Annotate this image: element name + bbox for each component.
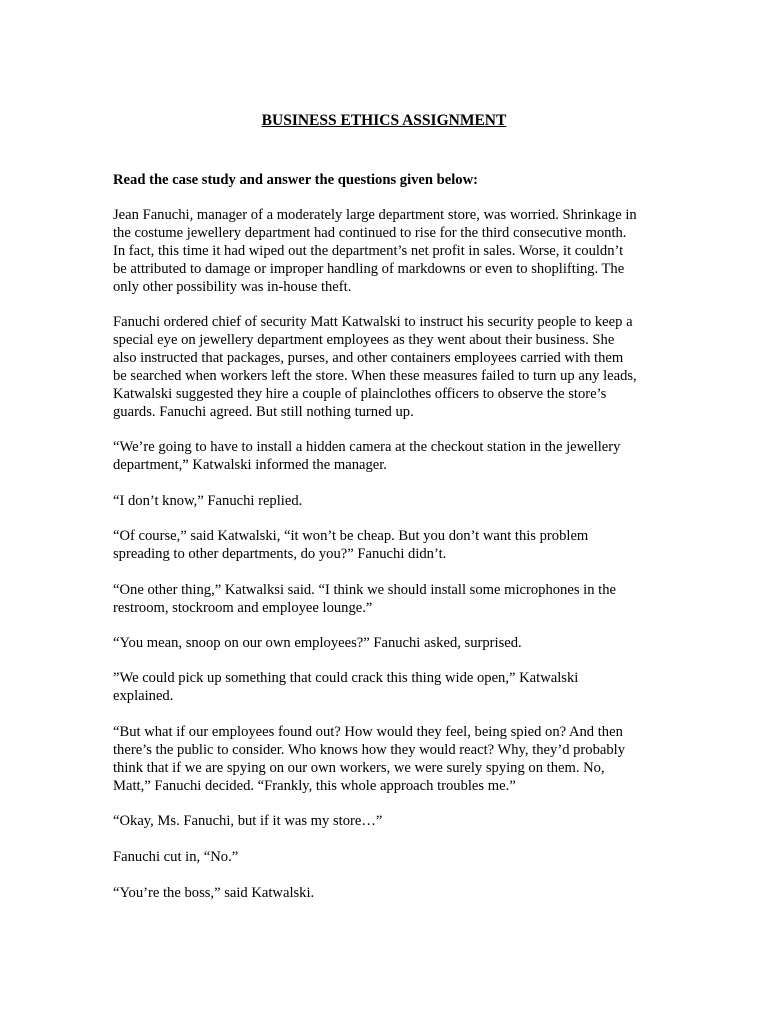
text-line: “But what if our employees found out? How would they feel, being spied on? And then <box>113 724 623 740</box>
text-line: be attributed to damage or improper handling of markdowns or even to shoplifting. The <box>113 261 625 277</box>
text-line: “I don’t know,” Fanuchi replied. <box>113 493 303 509</box>
text-line: only other possibility was in-house theft. <box>113 279 352 295</box>
text-line: special eye on jewellery department employees as they went about their business. She <box>113 332 615 348</box>
text-line: department,” Katwalski informed the manager. <box>113 457 387 473</box>
text-line: In fact, this time it had wiped out the department’s net profit in sales. Worse, it couldn’t <box>113 243 624 259</box>
text-line: “Okay, Ms. Fanuchi, but if it was my store…” <box>113 813 383 829</box>
text-line: also instructed that packages, purses, and other containers employees carried with them <box>113 350 624 366</box>
text-line: restroom, stockroom and employee lounge.” <box>113 600 373 616</box>
paragraph-hidden-camera <box>113 438 620 474</box>
text-line: think that if we are spying on our own workers, we were surely spying on them. No, <box>113 760 605 776</box>
paragraph-security-measures <box>113 313 637 421</box>
paragraph-of-course <box>113 527 588 563</box>
document-title: BUSINESS ETHICS ASSIGNMENT <box>261 112 507 129</box>
text-line: “We’re going to have to install a hidden camera at the checkout station in the jewellery <box>113 439 621 455</box>
text-line: there’s the public to consider. Who knows how they would react? Why, they’d probably <box>113 742 626 758</box>
text-line: Katwalski suggested they hire a couple of plainclothes officers to observe the store’s <box>113 386 607 402</box>
text-line: “One other thing,” Katwalksi said. “I think we should install some microphones in the <box>113 582 616 598</box>
text-line: explained. <box>113 688 174 704</box>
text-line: ”We could pick up something that could crack this thing wide open,” Katwalski <box>113 670 579 686</box>
paragraph-cut-in <box>113 848 238 866</box>
text-line: “You mean, snoop on our own employees?” Fanuchi asked, surprised. <box>113 635 522 651</box>
text-line: “Of course,” said Katwalski, “it won’t be cheap. But you don’t want this problem <box>113 528 589 544</box>
paragraph-boss <box>113 884 314 902</box>
text-line: be searched when workers left the store. When these measures failed to turn up any leads, <box>113 368 637 384</box>
text-line: Fanuchi ordered chief of security Matt Katwalski to instruct his security people to keep a <box>113 314 633 330</box>
text-line: Fanuchi cut in, “No.” <box>113 849 239 865</box>
instruction-heading: Read the case study and answer the questions given below: <box>113 172 479 188</box>
paragraph-microphones <box>113 581 616 617</box>
text-line: “You’re the boss,” said Katwalski. <box>113 885 315 901</box>
text-line: the costume jewellery department had continued to rise for the third consecutive month. <box>113 225 627 241</box>
paragraph-dont-know <box>113 492 302 510</box>
text-line: Matt,” Fanuchi decided. “Frankly, this whole approach troubles me.” <box>113 778 516 794</box>
text-line: Jean Fanuchi, manager of a moderately large department store, was worried. Shrinkage in <box>113 207 637 223</box>
text-line: guards. Fanuchi agreed. But still nothing turned up. <box>113 404 414 420</box>
paragraph-my-store <box>113 812 382 830</box>
paragraph-snoop <box>113 634 522 652</box>
paragraph-intro <box>113 206 637 296</box>
paragraph-employees-found-out <box>113 723 625 795</box>
paragraph-crack-open <box>113 669 578 705</box>
text-line: spreading to other departments, do you?” Fanuchi didn’t. <box>113 546 447 562</box>
